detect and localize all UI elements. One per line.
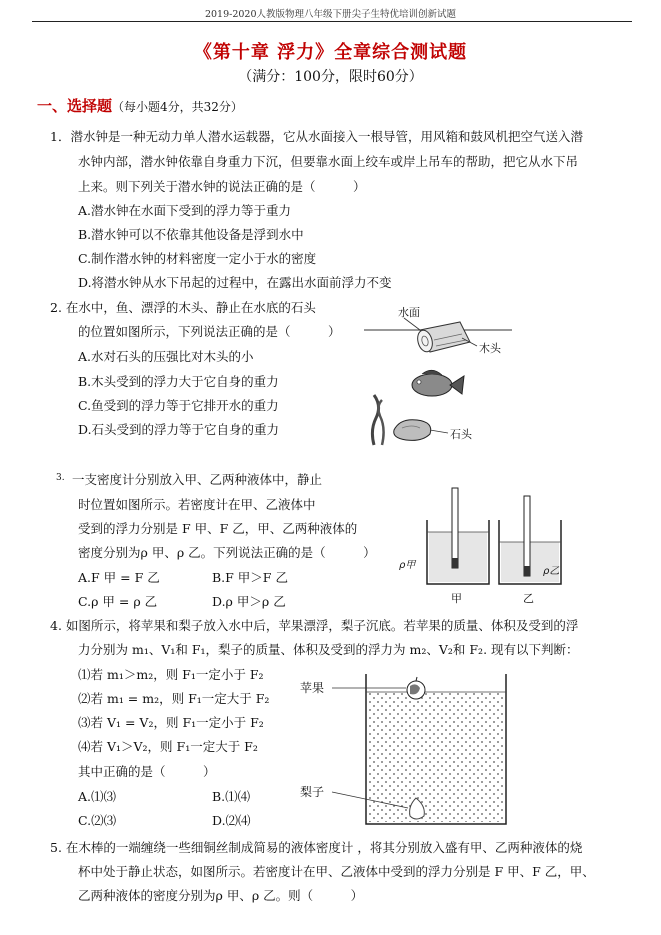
label-pear: 梨子 <box>300 785 325 799</box>
q2-line2: 的位置如图所示，下列说法正确的是（ ） <box>78 324 341 339</box>
q1-line3: 上来。则下列关于潜水钟的说法正确的是（ ） <box>78 179 366 194</box>
label-apple: 苹果 <box>300 681 325 695</box>
label-wood: 木头 <box>479 342 501 355</box>
label-rho-jia: ρ甲 <box>399 560 416 571</box>
q2-option-b: B.木头受到的浮力大于它自身的重力 <box>78 374 279 389</box>
q4-statement-4: ⑷若 V₁＞V₂，则 F₁一定大于 F₂ <box>78 739 258 754</box>
q3-line3: 受到的浮力分别是 F 甲、F 乙，甲、乙两种液体的 <box>78 521 358 536</box>
q3-option-d: D.ρ 甲＞ρ 乙 <box>212 594 286 609</box>
q3-option-b: B.F 甲＞F 乙 <box>212 570 288 585</box>
q4-figure <box>296 668 536 828</box>
q3-number: 3. <box>56 473 65 483</box>
q5-line2: 杯中处于静止状态，如图所示。若密度计在甲、乙液体中受到的浮力分别是 F 甲、F 乙，甲、 <box>78 864 595 879</box>
q1-option-c: C.制作潜水钟的材料密度一定小于水的密度 <box>78 251 317 266</box>
page-subtitle: （满分：100分，限时60分） <box>238 69 423 85</box>
q4-ask: 其中正确的是（ ） <box>78 764 216 779</box>
q4-option-c: C.⑵⑶ <box>78 813 117 828</box>
section-label: 一、选择题 <box>37 97 113 115</box>
q2-option-a: A.水对石头的压强比对木头的小 <box>78 349 254 364</box>
q4-option-b: B.⑴⑷ <box>212 789 251 804</box>
q4-statement-2: ⑵若 m₁ = m₂，则 F₁一定大于 F₂ <box>78 691 270 706</box>
q3-figure <box>395 478 565 608</box>
stone-icon <box>394 420 431 441</box>
label-yi: 乙 <box>523 592 534 605</box>
q4-statement-3: ⑶若 V₁ = V₂，则 F₁一定小于 F₂ <box>78 715 264 730</box>
beaker-jia <box>427 488 489 584</box>
water-container <box>366 674 506 824</box>
q4-line1: 4. 如图所示，将苹果和梨子放入水中后，苹果漂浮，梨子沉底。若苹果的质量、体积及受到的浮 <box>50 618 579 633</box>
log-icon <box>415 322 470 353</box>
q3-option-a: A.F 甲 = F 乙 <box>78 570 160 585</box>
page-title: 《第十章 浮力》全章综合测试题 <box>193 42 468 63</box>
section-heading <box>37 95 243 116</box>
fish-icon <box>412 370 464 396</box>
label-water-surface: 水面 <box>398 306 420 319</box>
page-header: 2019-2020人教版物理八年级下册尖子生特优培训创新试题 <box>204 9 457 20</box>
apple-icon <box>407 677 425 699</box>
q5-line3: 乙两种液体的密度分别为ρ 甲、ρ 乙。则（ ） <box>78 888 364 903</box>
q1-option-a: A.潜水钟在水面下受到的浮力等于重力 <box>78 203 292 218</box>
q1-line2: 水钟内部，潜水钟依靠自身重力下沉，但要靠水面上绞车或岸上吊车的帮助，把它从水下吊 <box>78 154 579 169</box>
q4-option-a: A.⑴⑶ <box>78 789 117 804</box>
q2-line1: 2. 在水中，鱼、漂浮的木头、静止在水底的石头 <box>50 300 316 315</box>
q1-line1: 1．潜水钟是一种无动力单人潜水运载器，它从水面接入一根导管，用风箱和鼓风机把空气送入潜 <box>50 129 583 144</box>
q4-line2: 力分别为 m₁、V₁和 F₁，梨子的质量、体积及受到的浮力为 m₂、V₂和 F₂. 现有以下判断： <box>78 642 579 657</box>
q1-option-d: D.将潜水钟从水下吊起的过程中，在露出水面前浮力不变 <box>78 275 392 290</box>
q3-line2: 时位置如图所示。若密度计在甲、乙液体中 <box>78 497 316 512</box>
q1-option-b: B.潜水钟可以不依靠其他设备是浮到水中 <box>78 227 304 242</box>
section-note: （每小题4分，共32分） <box>112 100 243 114</box>
label-jia: 甲 <box>451 592 462 605</box>
q2-option-c: C.鱼受到的浮力等于它排开水的重力 <box>78 398 279 413</box>
label-rho-yi: ρ乙 <box>543 566 560 577</box>
q2-option-d: D.石头受到的浮力等于它自身的重力 <box>78 422 280 437</box>
q3-line4: 密度分别为ρ 甲、ρ 乙。下列说法正确的是（ ） <box>78 545 376 560</box>
q2-figure <box>362 300 522 450</box>
q5-line1: 5. 在木棒的一端缠绕一些细铜丝制成简易的液体密度计 ，将其分别放入盛有甲、乙两种液体的烧 <box>50 840 583 855</box>
q4-option-d: D.⑵⑷ <box>212 813 251 828</box>
seaweed-icon <box>372 395 383 445</box>
q4-statement-1: ⑴若 m₁＞m₂，则 F₁一定小于 F₂ <box>78 667 264 682</box>
q3-option-c: C.ρ 甲 = ρ 乙 <box>78 594 158 609</box>
header-rule <box>32 21 632 22</box>
label-stone: 石头 <box>450 428 472 441</box>
q3-line1: 一支密度计分别放入甲、乙两种液体中，静止 <box>72 472 323 487</box>
